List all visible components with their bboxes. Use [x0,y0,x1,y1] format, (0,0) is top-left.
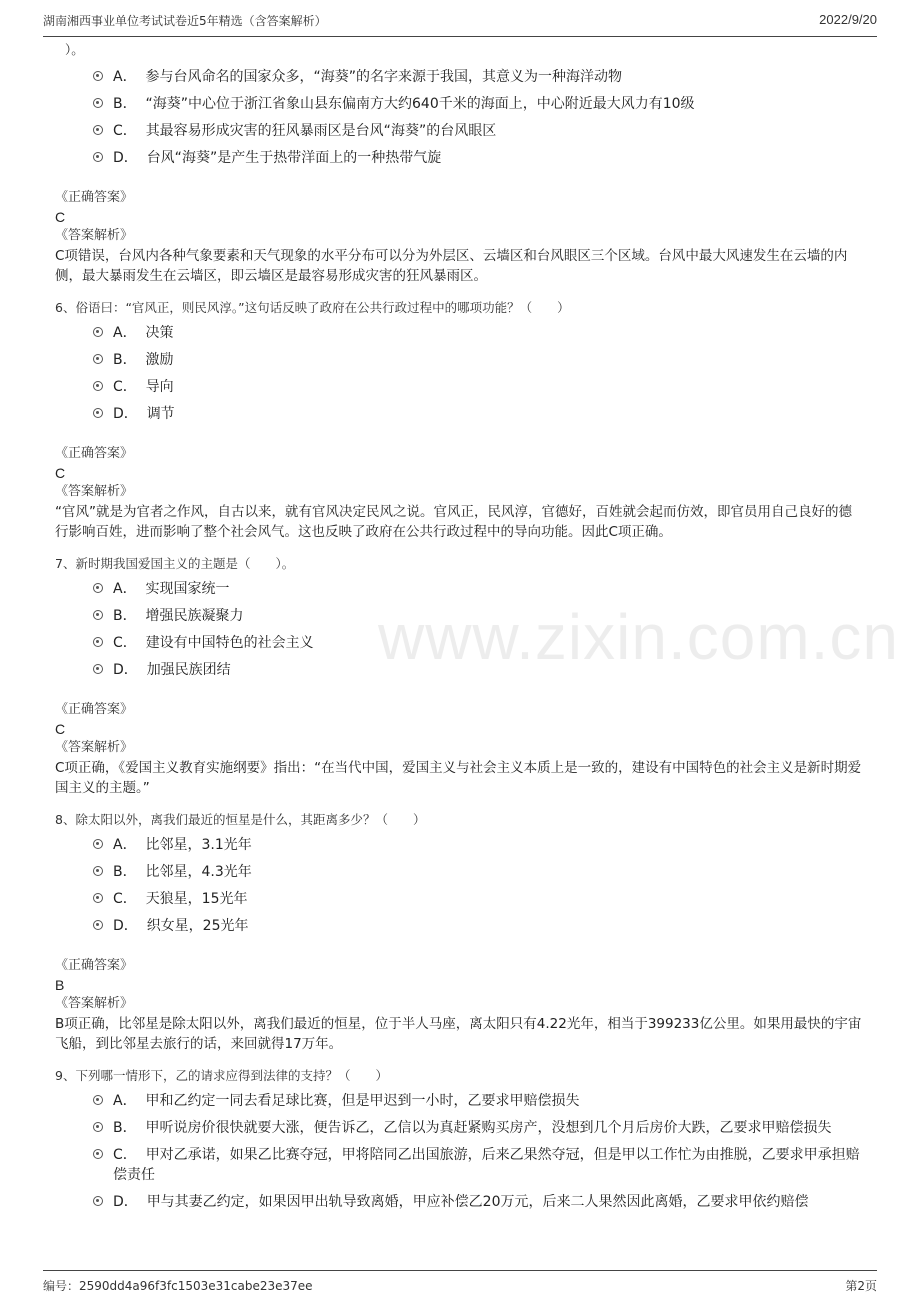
question-6 [55,298,865,542]
analysis-text: “官风”就是为官者之作风，自古以来，就有官风决定民风之说。官风正，民风淳，官德好，百姓就会起而仿效，即官员用自己良好的德行影响百姓，进而影响了整个社会风气。这也反映了政府在公共行政过程中的导向功能。因此C项正确。 [55,504,852,540]
option-c[interactable]: C． 导向 [55,377,865,397]
radio-icon[interactable] [93,354,103,364]
question-title: 7、新时期我国爱国主义的主题是（ ）。 [55,556,295,571]
option-a[interactable]: A． 实现国家统一 [55,579,865,599]
question-5 [55,67,865,286]
page-content [55,40,865,1219]
answer-label: 《正确答案》 [55,190,134,205]
option-b[interactable]: B． 增强民族凝聚力 [55,606,865,626]
radio-icon[interactable] [93,152,103,162]
option-c[interactable]: C． 建设有中国特色的社会主义 [55,633,865,653]
page-header [43,0,877,37]
option-d[interactable]: D． 甲与其妻乙约定，如果因甲出轨导致离婚，甲应补偿乙20万元，后来二人果然因此离婚，乙要求甲依约赔偿 [55,1192,865,1212]
option-d[interactable]: D． 调节 [55,404,865,424]
answer-label: 《正确答案》 [55,702,134,717]
question-title: 6、俗语曰：“官风正，则民风淳。”这句话反映了政府在公共行政过程中的哪项功能？（ ） [55,300,570,315]
option-b[interactable]: B． “海葵”中心位于浙江省象山县东偏南方大约640千米的海面上，中心附近最大风力有10级 [55,94,865,114]
analysis-text: C项正确，《爱国主义教育实施纲要》指出：“在当代中国，爱国主义与社会主义本质上是一致的，建设有中国特色的社会主义是新时期爱国主义的主题。” [55,760,862,796]
analysis-text: B项正确，比邻星是除太阳以外，离我们最近的恒星，位于半人马座，离太阳只有4.22光年，相当于399233亿公里。如果用最快的宇宙飞船，到比邻星去旅行的话，来回就得17万年。 [55,1016,862,1052]
option-a[interactable]: A． 参与台风命名的国家众多，“海葵”的名字来源于我国，其意义为一种海洋动物 [55,67,865,87]
page-footer [43,1270,877,1299]
radio-icon[interactable] [93,327,103,337]
option-a[interactable]: A． 比邻星，3.1光年 [55,835,865,855]
analysis-label: 《答案解析》 [55,996,134,1011]
radio-icon[interactable] [93,610,103,620]
radio-icon[interactable] [93,1122,103,1132]
watermark: www.zixin.com.cn [378,601,899,673]
radio-icon[interactable] [93,98,103,108]
analysis-label: 《答案解析》 [55,484,134,499]
document-title: 湖南湘西事业单位考试试卷近5年精选（含答案解析） [43,14,327,28]
option-d[interactable]: D． 台风“海葵”是产生于热带洋面上的一种热带气旋 [55,148,865,168]
radio-icon[interactable] [93,664,103,674]
question-title: 9、下列哪一情形下，乙的请求应得到法律的支持？（ ） [55,1068,388,1083]
answer-value: C [55,209,66,225]
analysis-text: C项错误，台风内各种气象要素和天气现象的水平分布可以分为外层区、云墙区和台风眼区三个区域。台风中最大风速发生在云墙的内侧，最大暴雨发生在云墙区，即云墙区是最容易形成灾害的狂风暴雨区。 [55,248,848,284]
radio-icon[interactable] [93,381,103,391]
prev-question-tail: ）。 [65,42,84,57]
document-id: 编号：2590dd4a96f3fc1503e31cabe23e37ee [43,1279,313,1293]
option-c[interactable]: C． 其最容易形成灾害的狂风暴雨区是台风“海葵”的台风眼区 [55,121,865,141]
radio-icon[interactable] [93,583,103,593]
answer-section [55,188,865,286]
option-b[interactable]: B． 比邻星，4.3光年 [55,862,865,882]
option-b[interactable]: B． 激励 [55,350,865,370]
question-9 [55,1066,865,1212]
radio-icon[interactable] [93,637,103,647]
radio-icon[interactable] [93,839,103,849]
option-d[interactable]: D． 加强民族团结 [55,660,865,680]
option-c[interactable]: C． 天狼星，15光年 [55,889,865,909]
page-number: 第2页 [845,1279,877,1293]
radio-icon[interactable] [93,893,103,903]
option-d[interactable]: D． 织女星，25光年 [55,916,865,936]
option-c[interactable]: C． 甲对乙承诺，如果乙比赛夺冠，甲将陪同乙出国旅游，后来乙果然夺冠，但是甲以工作忙为由推脱，乙要求甲承担赔偿责任 [55,1145,865,1185]
option-a[interactable]: A． 甲和乙约定一同去看足球比赛，但是甲迟到一小时，乙要求甲赔偿损失 [55,1091,865,1111]
question-8 [55,810,865,1054]
answer-section [55,956,865,1054]
answer-label: 《正确答案》 [55,958,134,973]
answer-value: C [55,465,66,481]
radio-icon[interactable] [93,1095,103,1105]
radio-icon[interactable] [93,71,103,81]
analysis-label: 《答案解析》 [55,740,134,755]
radio-icon[interactable] [93,1196,103,1206]
radio-icon[interactable] [93,1149,103,1159]
answer-value: C [55,721,66,737]
analysis-label: 《答案解析》 [55,228,134,243]
question-title: 8、除太阳以外，离我们最近的恒星是什么，其距离多少？（ ） [55,812,426,827]
answer-section [55,700,865,798]
document-date: 2022/9/20 [819,12,877,27]
option-b[interactable]: B． 甲听说房价很快就要大涨，便告诉乙，乙信以为真赶紧购买房产，没想到几个月后房价大跌，乙要求甲赔偿损失 [55,1118,865,1138]
question-7 [55,554,865,798]
radio-icon[interactable] [93,920,103,930]
option-a[interactable]: A． 决策 [55,323,865,343]
answer-section [55,444,865,542]
answer-value: B [55,977,65,993]
answer-label: 《正确答案》 [55,446,134,461]
radio-icon[interactable] [93,408,103,418]
radio-icon[interactable] [93,125,103,135]
radio-icon[interactable] [93,866,103,876]
